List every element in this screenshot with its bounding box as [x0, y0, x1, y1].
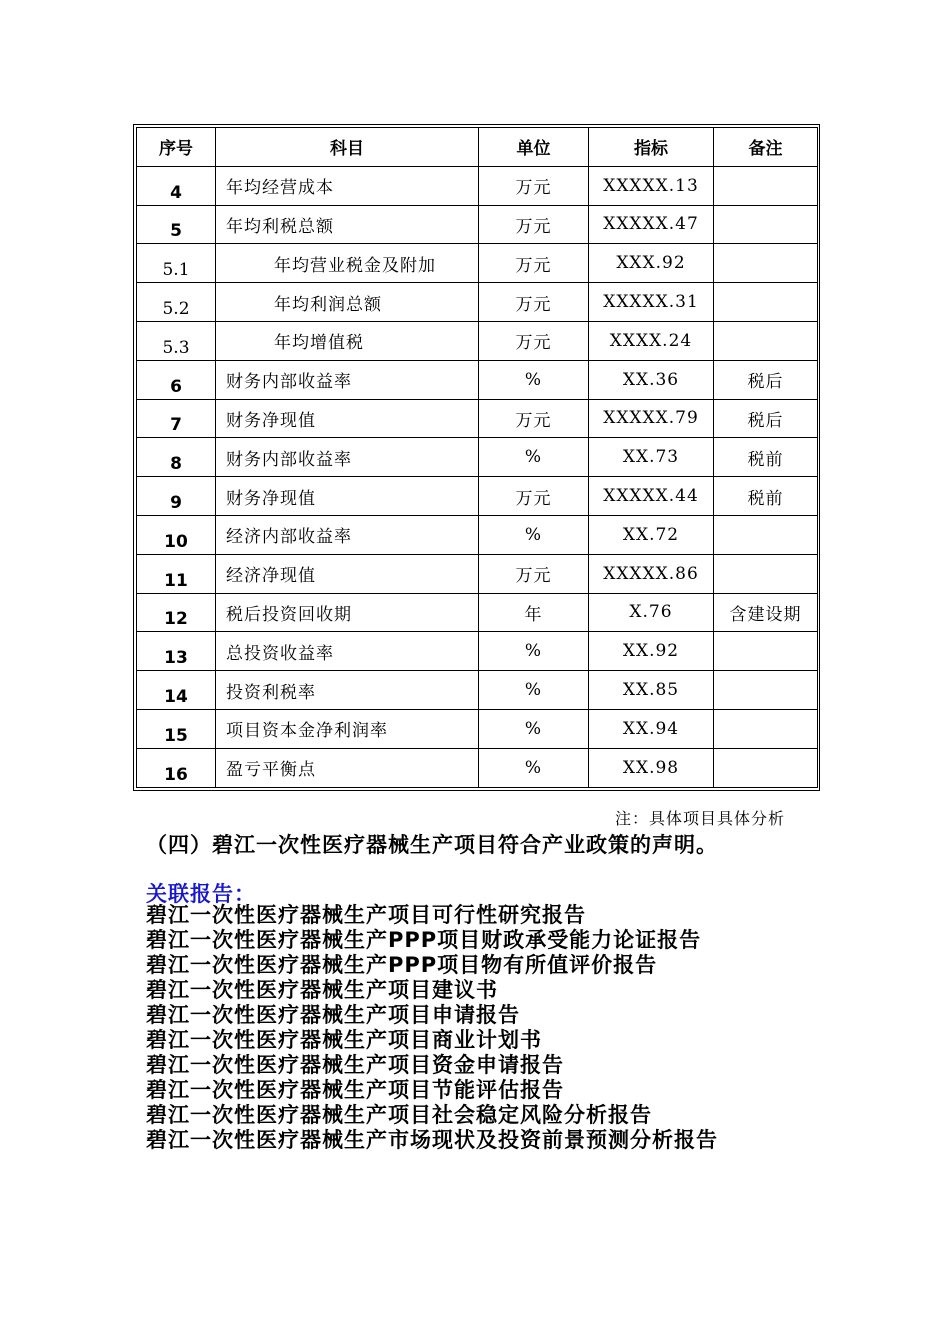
- row-subject: 年均利润总额: [216, 283, 479, 322]
- related-report-link[interactable]: 碧江一次性医疗器械生产PPP项目财政承受能力论证报告: [146, 928, 702, 952]
- related-report-link[interactable]: 碧江一次性医疗器械生产项目节能评估报告: [146, 1078, 564, 1102]
- row-unit: %: [479, 515, 589, 554]
- row-subject: 投资利税率: [216, 671, 479, 710]
- row-number: 5: [137, 205, 216, 244]
- row-number: 8: [137, 438, 216, 477]
- row-unit: %: [479, 632, 589, 671]
- row-subject: 年均营业税金及附加: [216, 244, 479, 283]
- row-unit: 万元: [479, 477, 589, 516]
- row-unit: 年: [479, 593, 589, 632]
- table-row: [137, 166, 818, 205]
- row-number: 4: [137, 166, 216, 205]
- row-remark: [714, 709, 818, 748]
- row-unit: 万元: [479, 244, 589, 283]
- row-number: 5.2: [137, 283, 216, 322]
- row-number: 14: [137, 671, 216, 710]
- table-row: [137, 554, 818, 593]
- table-row: [137, 438, 818, 477]
- table-row: [137, 205, 818, 244]
- row-subject: 经济净现值: [216, 554, 479, 593]
- row-remark: [714, 321, 818, 360]
- header-no: 序号: [137, 128, 216, 167]
- related-report-link[interactable]: 碧江一次性医疗器械生产项目申请报告: [146, 1003, 520, 1027]
- table-row: [137, 321, 818, 360]
- row-unit: 万元: [479, 321, 589, 360]
- header-unit: 单位: [479, 128, 589, 167]
- row-number: 13: [137, 632, 216, 671]
- row-remark: 含建设期: [714, 593, 818, 632]
- row-remark: [714, 671, 818, 710]
- related-report-link[interactable]: 碧江一次性医疗器械生产PPP项目物有所值评价报告: [146, 953, 658, 977]
- header-indicator: 指标: [589, 128, 714, 167]
- row-indicator: XX.85: [589, 671, 714, 710]
- row-unit: %: [479, 748, 589, 787]
- table-row: [137, 399, 818, 438]
- indicator-table-frame: [133, 124, 820, 791]
- row-indicator: XXXXX.79: [589, 399, 714, 438]
- row-number: 10: [137, 515, 216, 554]
- section-heading: （四）碧江一次性医疗器械生产项目符合产业政策的声明。: [146, 833, 718, 857]
- row-remark: [714, 515, 818, 554]
- row-subject: 盈亏平衡点: [216, 748, 479, 787]
- row-indicator: XXXXX.44: [589, 477, 714, 516]
- row-indicator: XX.36: [589, 360, 714, 399]
- row-remark: [714, 205, 818, 244]
- row-indicator: X.76: [589, 593, 714, 632]
- related-report-link[interactable]: 碧江一次性医疗器械生产项目商业计划书: [146, 1028, 542, 1052]
- table-body: [137, 166, 818, 787]
- table-row: [137, 709, 818, 748]
- row-indicator: XX.94: [589, 709, 714, 748]
- row-remark: [714, 632, 818, 671]
- table-row: [137, 632, 818, 671]
- row-unit: %: [479, 438, 589, 477]
- row-indicator: XXXXX.31: [589, 283, 714, 322]
- header-subject: 科目: [216, 128, 479, 167]
- row-remark: [714, 166, 818, 205]
- row-subject: 财务内部收益率: [216, 438, 479, 477]
- row-remark: [714, 554, 818, 593]
- row-indicator: XX.73: [589, 438, 714, 477]
- table-row: [137, 671, 818, 710]
- row-unit: %: [479, 709, 589, 748]
- row-remark: 税前: [714, 477, 818, 516]
- row-number: 15: [137, 709, 216, 748]
- row-subject: 项目资本金净利润率: [216, 709, 479, 748]
- row-indicator: XXX.92: [589, 244, 714, 283]
- table-note: 注：具体项目具体分析: [615, 809, 786, 828]
- header-remark: 备注: [714, 128, 818, 167]
- row-unit: 万元: [479, 554, 589, 593]
- row-number: 16: [137, 748, 216, 787]
- row-subject: 税后投资回收期: [216, 593, 479, 632]
- table-row: [137, 244, 818, 283]
- row-subject: 年均增值税: [216, 321, 479, 360]
- row-indicator: XX.72: [589, 515, 714, 554]
- table-row: [137, 283, 818, 322]
- related-reports-list: [146, 903, 718, 1153]
- row-indicator: XXXX.24: [589, 321, 714, 360]
- row-number: 7: [137, 399, 216, 438]
- row-number: 5.1: [137, 244, 216, 283]
- row-indicator: XXXXX.13: [589, 166, 714, 205]
- row-number: 11: [137, 554, 216, 593]
- row-unit: %: [479, 360, 589, 399]
- related-reports-title: 关联报告：: [146, 882, 256, 906]
- row-number: 9: [137, 477, 216, 516]
- table-row: [137, 593, 818, 632]
- table-row: [137, 515, 818, 554]
- row-remark: [714, 748, 818, 787]
- row-subject: 年均经营成本: [216, 166, 479, 205]
- indicator-table: [136, 127, 818, 788]
- row-subject: 总投资收益率: [216, 632, 479, 671]
- row-indicator: XXXXX.86: [589, 554, 714, 593]
- row-remark: 税后: [714, 399, 818, 438]
- table-row: [137, 360, 818, 399]
- row-remark: 税前: [714, 438, 818, 477]
- row-subject: 财务净现值: [216, 399, 479, 438]
- row-unit: 万元: [479, 205, 589, 244]
- row-unit: %: [479, 671, 589, 710]
- row-subject: 经济内部收益率: [216, 515, 479, 554]
- row-remark: [714, 244, 818, 283]
- row-number: 6: [137, 360, 216, 399]
- related-report-link[interactable]: 碧江一次性医疗器械生产项目社会稳定风险分析报告: [146, 1103, 652, 1127]
- related-report-link[interactable]: 碧江一次性医疗器械生产项目建议书: [146, 978, 498, 1002]
- row-unit: 万元: [479, 283, 589, 322]
- row-subject: 财务净现值: [216, 477, 479, 516]
- row-indicator: XXXXX.47: [589, 205, 714, 244]
- related-report-link[interactable]: 碧江一次性医疗器械生产项目可行性研究报告: [146, 903, 586, 927]
- related-report-link[interactable]: 碧江一次性医疗器械生产项目资金申请报告: [146, 1053, 564, 1077]
- row-unit: 万元: [479, 399, 589, 438]
- row-remark: [714, 283, 818, 322]
- row-number: 12: [137, 593, 216, 632]
- table-row: [137, 748, 818, 787]
- table-row: [137, 477, 818, 516]
- row-indicator: XX.92: [589, 632, 714, 671]
- row-subject: 年均利税总额: [216, 205, 479, 244]
- row-indicator: XX.98: [589, 748, 714, 787]
- row-subject: 财务内部收益率: [216, 360, 479, 399]
- row-remark: 税后: [714, 360, 818, 399]
- table-header-row: [137, 128, 818, 167]
- related-report-link[interactable]: 碧江一次性医疗器械生产市场现状及投资前景预测分析报告: [146, 1128, 718, 1152]
- row-unit: 万元: [479, 166, 589, 205]
- row-number: 5.3: [137, 321, 216, 360]
